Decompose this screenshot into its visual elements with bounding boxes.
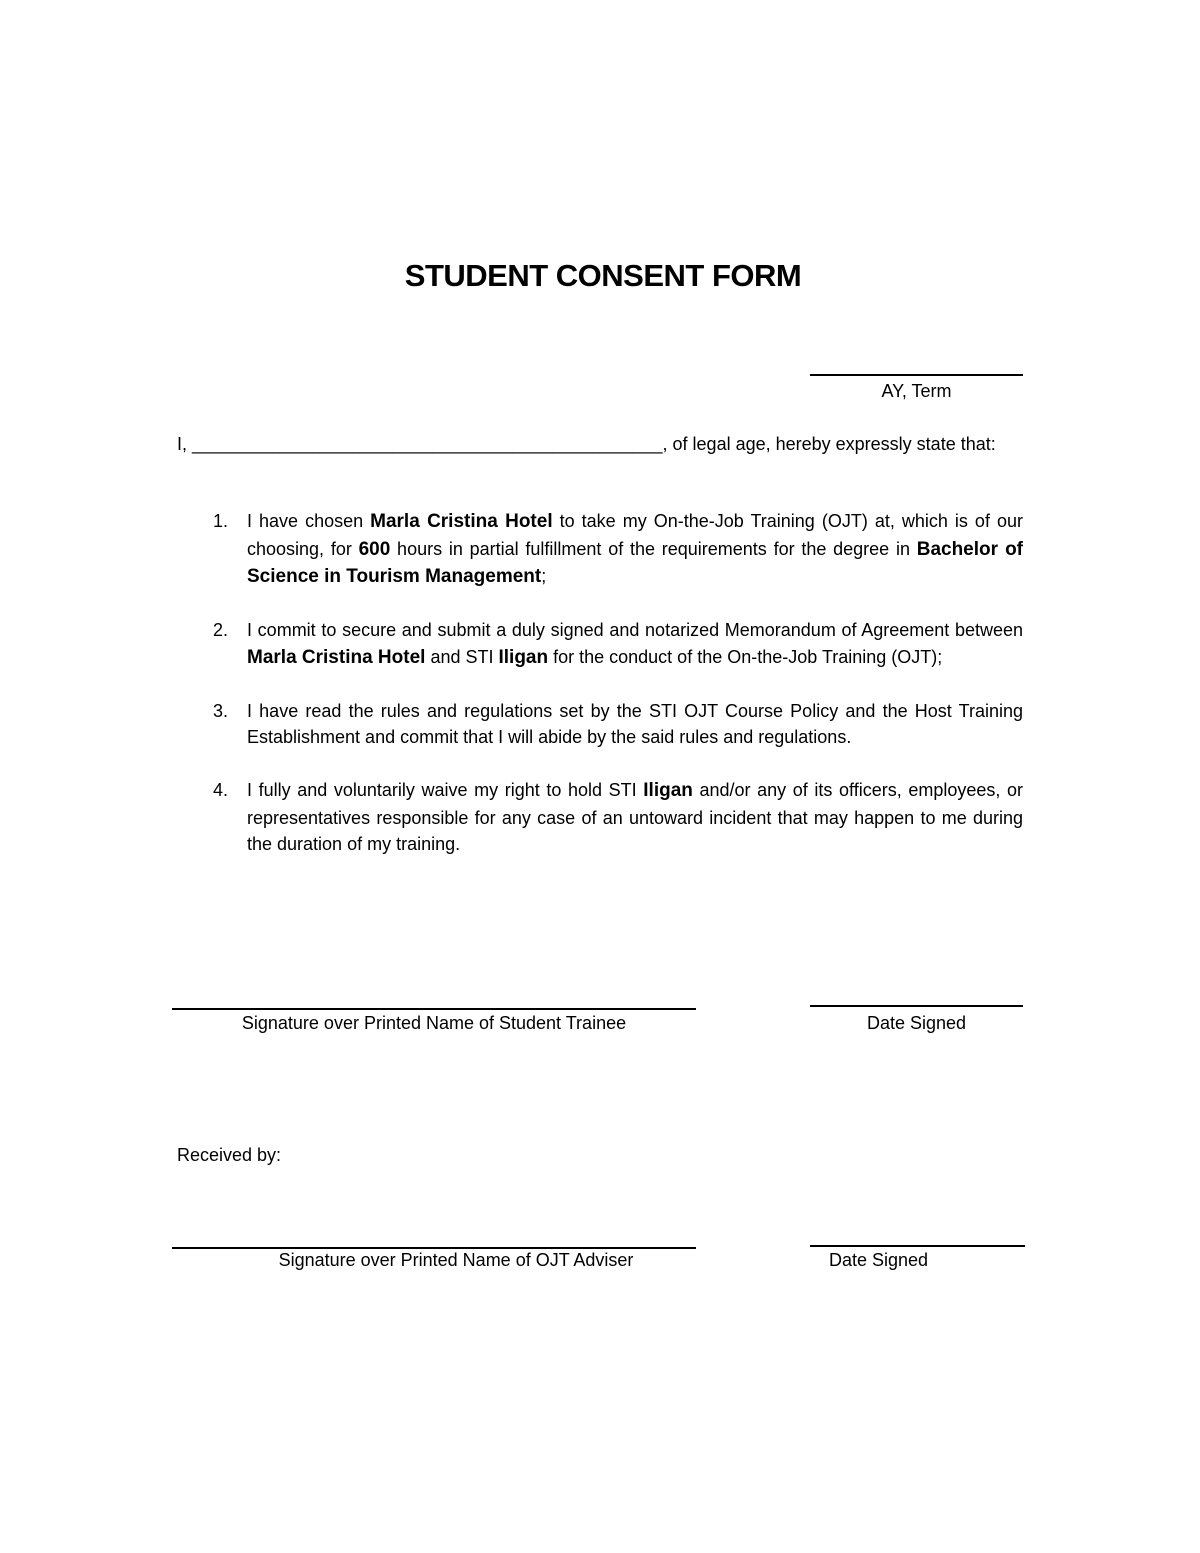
text-fragment: to take my On-the-Job Training (OJT) at, which is of our choosing, for (247, 511, 1023, 559)
student-signature-line (172, 1008, 696, 1010)
text-fragment: ; (541, 566, 547, 586)
list-item-number: 1. (213, 511, 229, 531)
adviser-date-label: Date Signed (829, 1250, 929, 1270)
list-item (177, 698, 1023, 751)
bold-text-fragment: Iligan (498, 646, 549, 668)
adviser-signature-line (172, 1247, 696, 1249)
list-item-number: 3. (213, 700, 229, 721)
list-item (177, 617, 1023, 671)
ay-term-line (810, 374, 1023, 376)
text-fragment: I fully and voluntarily waive my right to hold STI (247, 780, 644, 800)
intro-prefix: I, (177, 434, 193, 454)
text-fragment: for the conduct of the On-the-Job Training (OJT); (548, 646, 943, 667)
student-signature-label: Signature over Printed Name of Student Trainee (241, 1013, 627, 1033)
text-fragment: I commit to secure and submit a duly signed and notarized Memorandum of Agreement between (247, 620, 1023, 640)
text-fragment: I have read the rules and regulations set by the STI OJT Course Policy and the Host Training Establishment and commit that I will abide by the said rules and regulations. (247, 700, 1023, 747)
text-fragment: and STI (425, 646, 499, 667)
list-item-number: 2. (213, 620, 229, 640)
text-fragment: I have chosen (247, 511, 371, 531)
intro-paragraph (177, 431, 1023, 458)
intro-suffix: , of legal age, hereby expressly state that: (662, 434, 996, 454)
bold-text-fragment: 600 (358, 538, 391, 560)
text-fragment: hours in partial fulfillment of the requirements for the degree in (390, 538, 917, 559)
text-fragment: and/or any of its officers, employees, or representatives responsible for any case of an untoward incident that may happen to me during the duration of my training. (247, 780, 1023, 854)
adviser-signature-label: Signature over Printed Name of OJT Adviser (278, 1250, 634, 1270)
received-by-label: Received by: (177, 1145, 282, 1165)
bold-text-fragment: Marla Cristina Hotel (370, 511, 553, 532)
name-blank: _______________________________________________ (192, 434, 663, 454)
student-date-line (810, 1005, 1023, 1007)
document-title: STUDENT CONSENT FORM (404, 258, 802, 293)
ay-term-label: AY, Term (881, 381, 952, 401)
consent-statements-list (177, 508, 1023, 884)
adviser-date-line (810, 1245, 1025, 1247)
list-item-number: 4. (213, 780, 229, 800)
list-item (177, 777, 1023, 858)
bold-text-fragment: Marla Cristina Hotel (247, 646, 426, 668)
student-date-label: Date Signed (866, 1013, 967, 1033)
bold-text-fragment: Iligan (643, 780, 693, 801)
bold-text-fragment: Bachelor of Science in Tourism Management (247, 538, 1023, 587)
list-item (177, 508, 1023, 591)
